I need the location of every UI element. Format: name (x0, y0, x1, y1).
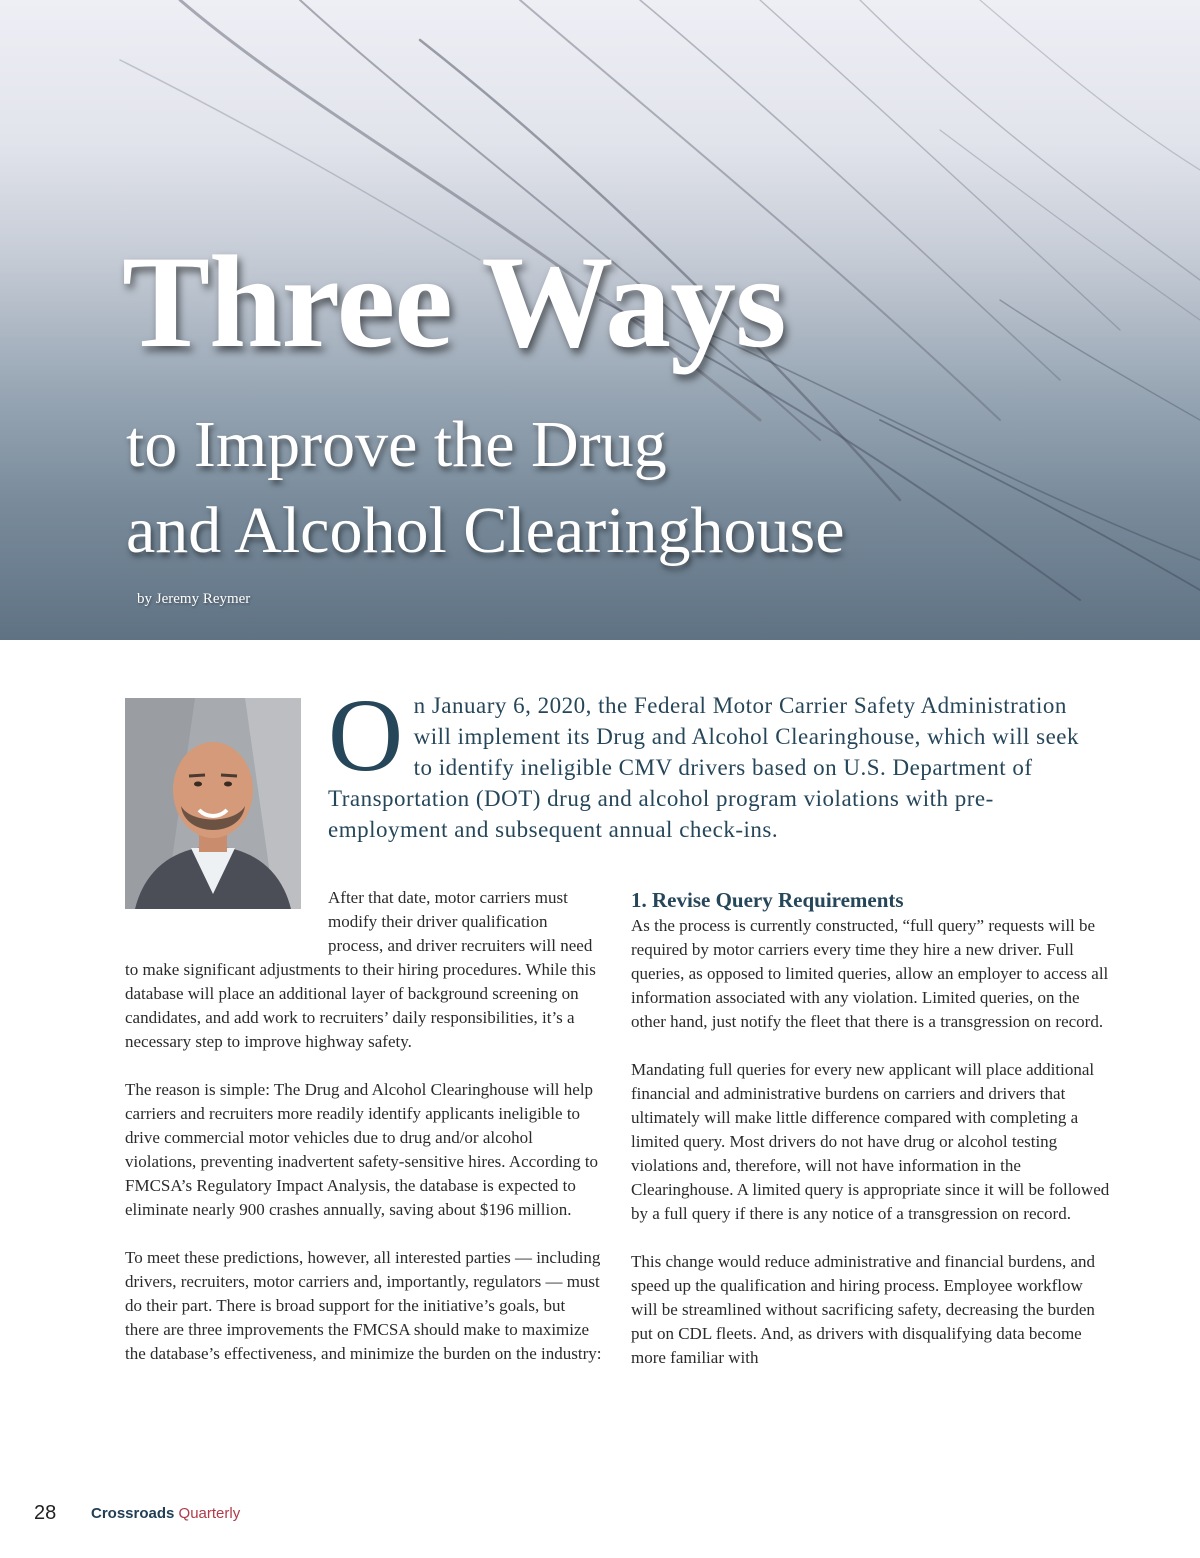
page-number: 28 (34, 1502, 57, 1524)
paragraph: The reason is simple: The Drug and Alcohol Clearinghouse will help carriers and recruiters more readily identify applicants ineligible to drive commercial motor vehicles due to drug and/or alcohol violations, preventing inadvertent safety-sensitive hires. According to FMCSA’s Regulatory Impact Analysis, the database is expected to eliminate nearly 900 crashes annually, saving about $196 million. (125, 1080, 599, 1219)
lead-paragraph (328, 678, 1098, 845)
magazine-name-part-1: Crossroads (91, 1505, 175, 1522)
paragraph: This change would reduce administrative and financial burdens, and speed up the qualification and hiring process. Employee workflow will be streamlined without sacrificing safety, decreasing the burden put on CDL fleets. And, as drivers with disqualifying data become more familiar with (631, 1252, 1096, 1367)
paragraph: As the process is currently constructed, “full query” requests will be required by motor carriers every time they hire a new driver. Full queries, as opposed to limited queries, allow an employer to access all information associated with any violation. Limited queries, on the other hand, just notify the fleet that there is a transgression on record. (631, 916, 1109, 1031)
magazine-name (91, 1505, 240, 1522)
subheadline-line-2: and Alcohol Clearinghouse (126, 494, 845, 567)
paragraph: To meet these predictions, however, all interested parties — including drivers, recruiters, motor carriers and, importantly, regulators — must do their part. There is broad support for the initiative’s goals, but there are three improvements the FMCSA should make to maximize the database’s effectiveness, and minimize the burden on the industry: (125, 1248, 602, 1363)
column-1-intro: After that date, motor carriers must modify their driver qualification process, and driver recruiters will need (328, 888, 593, 955)
paragraph: to make significant adjustments to their hiring procedures. While this database will place an additional layer of background screening on candidates, and add work to recruiters’ daily responsibilities, it’s a necessary step to improve highway safety. (125, 960, 596, 1051)
lead-text: n January 6, 2020, the Federal Motor Carrier Safety Administration will implement its Drug and Alcohol Clearinghouse, which will seek to identify ineligible CMV drivers based on U.S. Department of Transportation (DOT) drug and alcohol program violations with pre-employment and subsequent annual check-ins. (328, 693, 1080, 842)
section-heading: 1. Revise Query Requirements (631, 888, 904, 912)
subheadline (126, 402, 845, 574)
headline: Three Ways (122, 228, 786, 375)
column-1 (125, 958, 603, 1390)
byline: by Jeremy Reymer (137, 591, 251, 607)
author-photo (125, 698, 301, 909)
hero-banner (0, 0, 1200, 640)
magazine-name-part-2: Quarterly (178, 1505, 241, 1522)
column-2 (631, 886, 1111, 1370)
drop-cap: O (328, 678, 404, 793)
paragraph: Mandating full queries for every new applicant will place additional financial and administrative burdens on carriers and drivers that ultimately will make little difference compared with completing a limited query. Most drivers do not have drug or alcohol testing violations and, therefore, will not have information in the Clearinghouse. A limited query is appropriate since it will be followed by a full query if there is any notice of a transgression on record. (631, 1060, 1110, 1223)
subheadline-line-1: to Improve the Drug (126, 408, 667, 481)
